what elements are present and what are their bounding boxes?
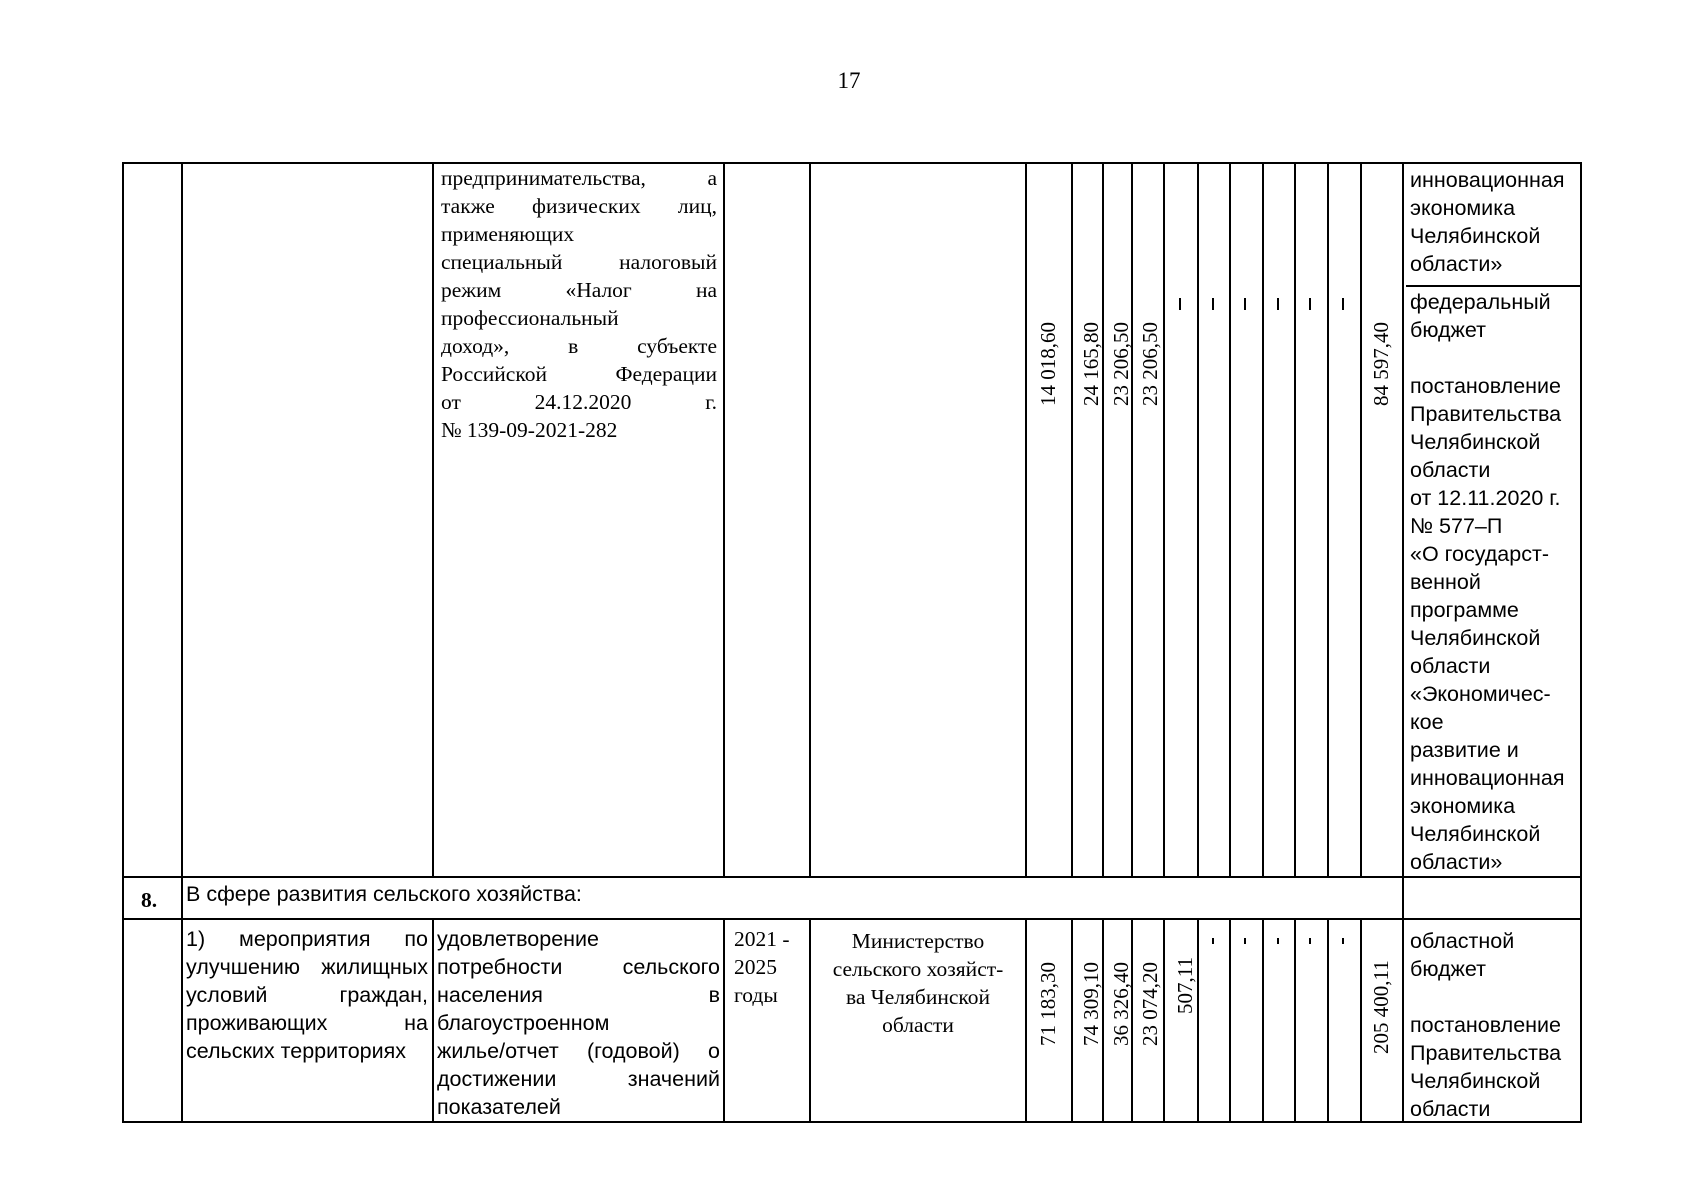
row1-desc-line: режим «Налог на	[441, 278, 717, 302]
col-line-17b	[1360, 918, 1362, 1123]
period-line: 2021 -	[734, 927, 790, 951]
col-line-11a	[1163, 162, 1165, 876]
measure-line: 1) мероприятия по	[186, 927, 428, 951]
col-line-17a	[1360, 162, 1362, 876]
row2-tick	[1244, 938, 1246, 944]
source-line: областной	[1410, 929, 1515, 953]
row1-dash	[1342, 298, 1344, 310]
executor-line: сельского хозяйст-	[832, 957, 1004, 981]
source-line: программе	[1410, 598, 1519, 622]
source-line: бюджет	[1410, 318, 1486, 342]
source-line: инновационная	[1410, 766, 1565, 790]
col-line-15b	[1294, 918, 1296, 1123]
source-line: кое	[1410, 710, 1444, 734]
source-line: области	[1410, 654, 1491, 678]
measure-line: проживающих на	[186, 1011, 428, 1035]
source-line: Правительства	[1410, 1041, 1562, 1065]
row2-description	[437, 925, 720, 1121]
source-line: развитие и	[1410, 738, 1519, 762]
page-number: 17	[837, 68, 861, 93]
row2-measure	[186, 925, 428, 1065]
source-line: области»	[1410, 252, 1503, 276]
row2-source	[1410, 927, 1590, 1123]
col-line-8b	[1071, 918, 1073, 1123]
desc-line: потребности сельского	[437, 955, 720, 979]
row-separator	[122, 876, 1582, 878]
measure-line: условий граждан,	[186, 983, 428, 1007]
row2-value-2021: 71 183,30	[1036, 962, 1060, 1046]
row1-dash	[1277, 298, 1279, 310]
col-line-7a	[1025, 162, 1027, 876]
section-number: 8.	[141, 888, 158, 912]
source-line: экономика	[1410, 794, 1516, 818]
source-line: экономика	[1410, 196, 1516, 220]
executor-line: области	[882, 1013, 954, 1037]
source-line: области»	[1410, 850, 1503, 874]
desc-line: удовлетворение	[437, 927, 599, 951]
col-line-12a	[1197, 162, 1199, 876]
row2-tick	[1342, 938, 1344, 944]
row1-desc-line: предпринимательства, а	[441, 166, 717, 190]
col-line-6a	[809, 162, 811, 876]
source-line: «О государст-	[1410, 542, 1549, 566]
col-line-7b	[1025, 918, 1027, 1123]
row2-tick	[1277, 938, 1279, 944]
source-line: области	[1410, 1097, 1491, 1121]
measure-line: улучшению жилищных	[186, 955, 428, 979]
table-border-bottom	[122, 1121, 1582, 1123]
source-line: Челябинской	[1410, 822, 1541, 846]
row1-desc-line: профессиональный	[441, 306, 619, 330]
col-line-13a	[1229, 162, 1231, 876]
source-line: Правительства	[1410, 402, 1562, 426]
row1-source	[1410, 288, 1590, 876]
col-line-16a	[1327, 162, 1329, 876]
executor-line: ва Челябинской	[845, 985, 991, 1009]
col-line-9a	[1102, 162, 1104, 876]
row2-value-2024: 23 074,20	[1138, 962, 1162, 1046]
row1-desc-line: Российской Федерации	[441, 362, 717, 386]
period-line: годы	[734, 983, 778, 1007]
desc-line: благоустроенном	[437, 1011, 610, 1035]
row2-executor	[812, 927, 1024, 1039]
row1-description	[441, 164, 717, 444]
col-line-3	[1402, 162, 1404, 1123]
source-split-line	[1406, 285, 1582, 287]
row2-value-2022: 74 309,10	[1079, 962, 1103, 1046]
source-line: от 12.11.2020 г.	[1410, 486, 1561, 510]
col-line-4a	[432, 162, 434, 876]
row1-dash	[1212, 298, 1214, 310]
source-line: Челябинской	[1410, 224, 1541, 248]
col-line-14b	[1262, 918, 1264, 1123]
desc-line: достижении значений	[437, 1067, 720, 1091]
source-line: «Экономичес-	[1410, 682, 1551, 706]
row2-period	[734, 925, 804, 1009]
period-line: 2025	[734, 955, 777, 979]
source-line: постановление	[1410, 1013, 1562, 1037]
row1-desc-line: специальный налоговый	[441, 250, 717, 274]
section-title: В сфере развития сельского хозяйства:	[186, 882, 582, 906]
col-line-14a	[1262, 162, 1264, 876]
source-line: бюджет	[1410, 957, 1486, 981]
source-line: Челябинской	[1410, 430, 1541, 454]
source-line: № 577–П	[1410, 514, 1503, 538]
source-line	[1410, 344, 1590, 372]
source-line: инновационная	[1410, 168, 1565, 192]
row1-dash	[1309, 298, 1311, 310]
desc-line: жилье/отчет (годовой) о	[437, 1039, 720, 1063]
source-line: области	[1410, 458, 1491, 482]
row1-dash	[1244, 298, 1246, 310]
col-line-16b	[1327, 918, 1329, 1123]
source-line: Челябинской	[1410, 626, 1541, 650]
row1-source-top	[1410, 166, 1590, 278]
table-border-top	[122, 162, 1582, 164]
col-line-5b	[723, 918, 725, 1123]
source-line: венной	[1410, 570, 1481, 594]
col-line-4b	[432, 918, 434, 1123]
row2-tick	[1309, 938, 1311, 944]
desc-line: населения в	[437, 983, 720, 1007]
source-line: постановление	[1410, 374, 1562, 398]
row1-value-2024: 23 206,50	[1138, 322, 1162, 406]
row1-desc-line: № 139-09-2021-282	[441, 418, 618, 442]
source-line	[1410, 983, 1590, 1011]
source-line: Челябинской	[1410, 1069, 1541, 1093]
row1-dash	[1179, 298, 1181, 310]
row2-value-2023: 36 326,40	[1109, 962, 1133, 1046]
row2-total: 205 400,11	[1369, 960, 1393, 1054]
row1-desc-line: доход», в субъекте	[441, 334, 717, 358]
row1-total: 84 597,40	[1369, 322, 1393, 406]
row2-tick	[1212, 938, 1214, 944]
col-line-2	[181, 162, 183, 1123]
measure-line: сельских территориях	[186, 1039, 407, 1063]
executor-line: Министерство	[851, 929, 985, 953]
col-line-13b	[1229, 918, 1231, 1123]
col-line-15a	[1294, 162, 1296, 876]
row1-desc-line: применяющих	[441, 222, 575, 246]
col-line-5a	[723, 162, 725, 876]
row1-value-2021: 14 018,60	[1036, 322, 1060, 406]
row1-value-2022: 24 165,80	[1079, 322, 1103, 406]
section-separator	[122, 918, 1582, 920]
row1-desc-line: также физических лиц,	[441, 194, 717, 218]
row1-value-2023: 23 206,50	[1109, 322, 1133, 406]
col-line-10a	[1131, 162, 1133, 876]
row2-value-2025: 507,11	[1173, 957, 1197, 1014]
source-line: федеральный	[1410, 290, 1551, 314]
desc-line: показателей	[437, 1095, 561, 1119]
col-line-8a	[1071, 162, 1073, 876]
col-line-1	[122, 162, 124, 1123]
row1-desc-line: от 24.12.2020 г.	[441, 390, 717, 414]
col-line-6b	[809, 918, 811, 1123]
